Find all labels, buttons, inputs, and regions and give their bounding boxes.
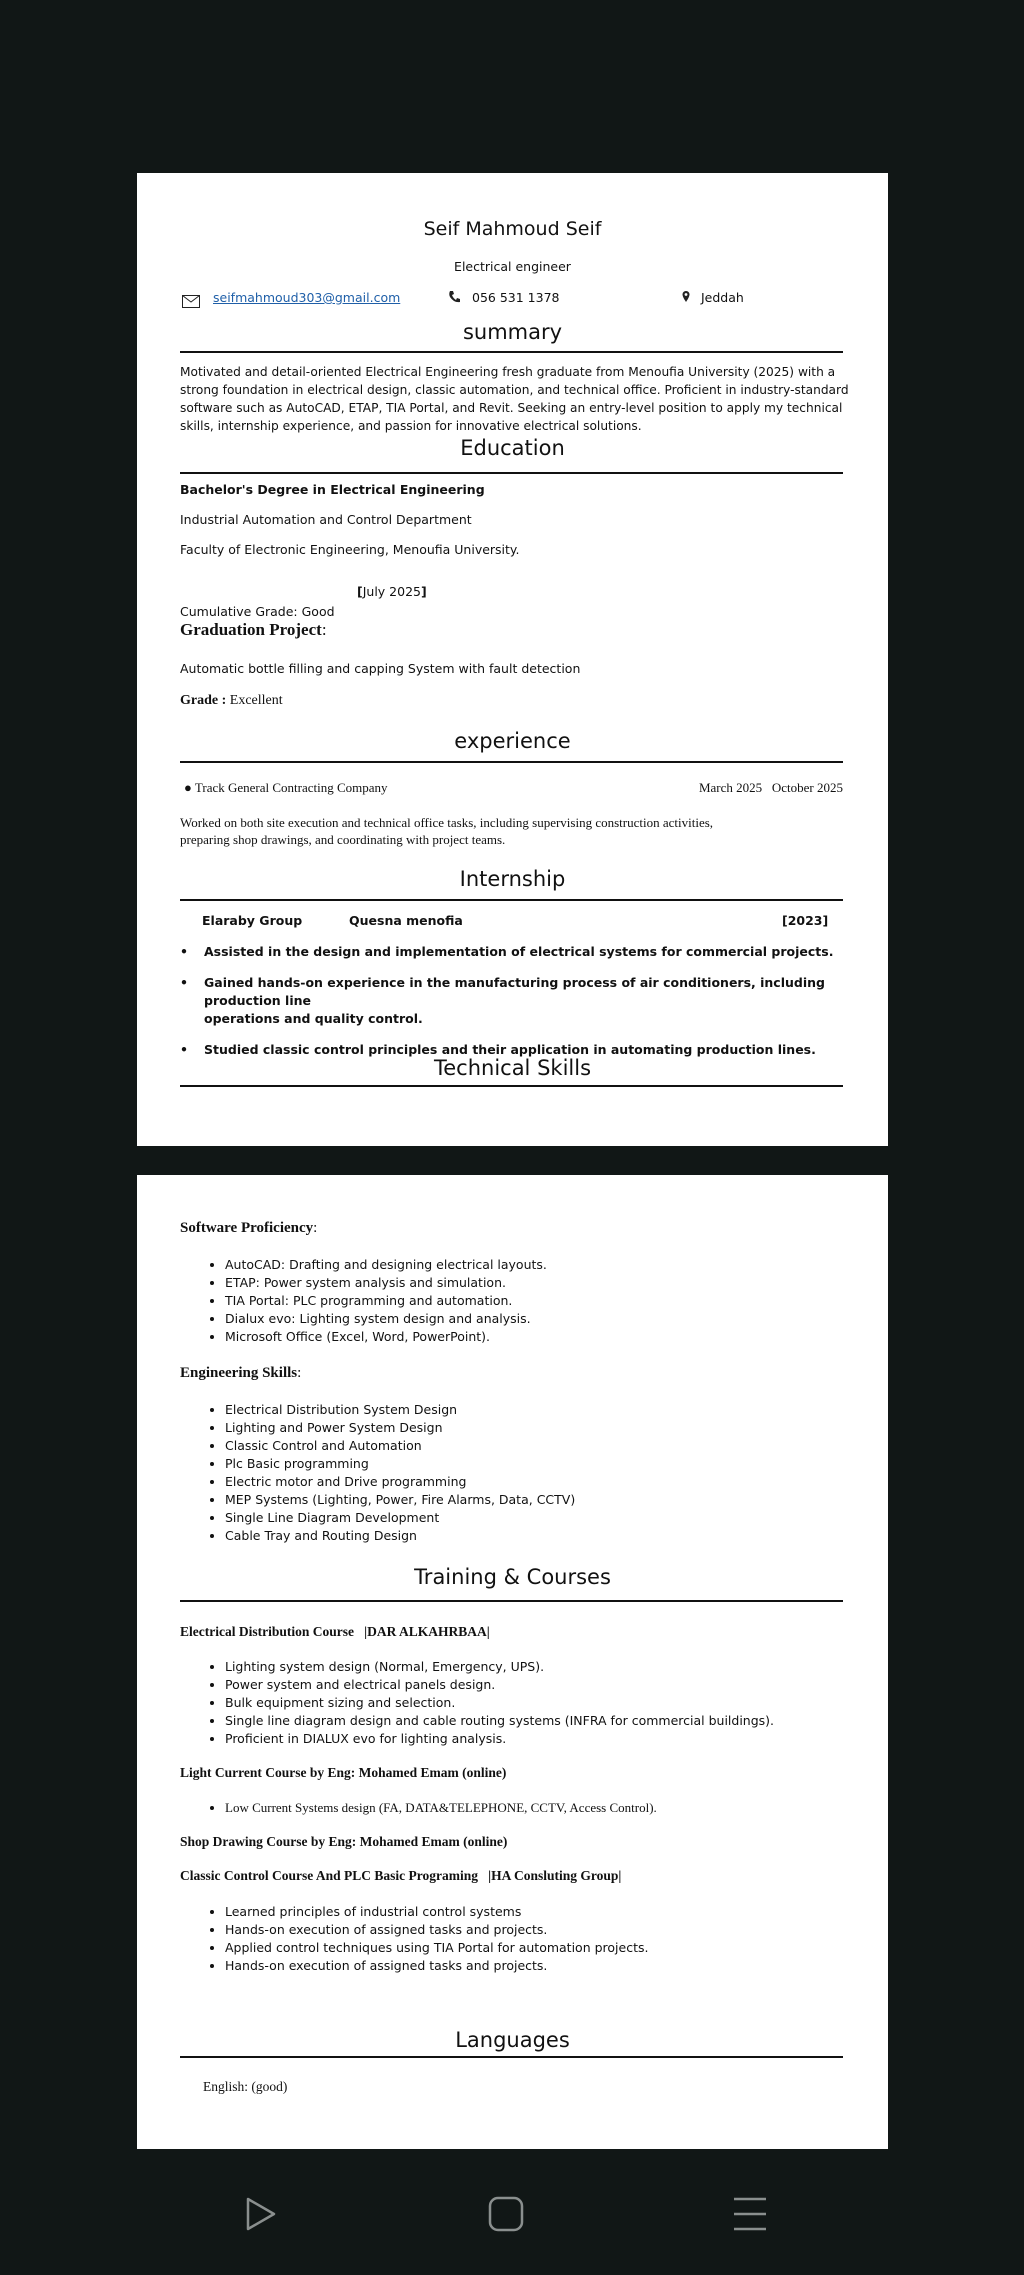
internship-company: Elaraby Group [202, 913, 303, 928]
internship-year: [2023] [782, 913, 829, 928]
pin-icon [681, 289, 691, 308]
resume-page-2 [137, 1175, 888, 2149]
internship-bullets [180, 943, 860, 1059]
technical-skills-heading: Technical Skills [433, 1056, 592, 1080]
course-title: Electrical Distribution Course |DAR ALKAHRBAA| [180, 1624, 490, 1639]
graduation-project-heading: Graduation Project: [180, 620, 327, 639]
list-item: • Assisted in the design and implementation of electrical systems for commercial projects. [180, 944, 834, 959]
list-item: • Lighting system design (Normal, Emergency, UPS). [225, 1658, 774, 1676]
faculty: Faculty of Electronic Engineering, Menoufia University. [180, 542, 520, 557]
location: Jeddah [701, 290, 744, 305]
menu-icon[interactable] [732, 2196, 768, 2236]
list-item: • Plc Basic programming [225, 1455, 575, 1473]
internship-location: Quesna menofia [349, 913, 463, 928]
list-item: • Dialux evo: Lighting system design and analysis. [225, 1310, 547, 1328]
internship-heading: Internship [459, 867, 566, 891]
job-title: Electrical engineer [454, 259, 571, 274]
cumulative-grade: Cumulative Grade: Good [180, 604, 335, 619]
course-topics [180, 1799, 657, 1817]
list-item: • Gained hands-on experience in the manufacturing process of air conditioners, including production line [180, 975, 825, 1008]
square-icon[interactable] [488, 2196, 524, 2236]
list-item: • Cable Tray and Routing Design [225, 1527, 575, 1545]
list-item: • Bulk equipment sizing and selection. [225, 1694, 774, 1712]
list-item: • Hands-on execution of assigned tasks and projects. [225, 1921, 648, 1939]
course-title: Light Current Course by Eng: Mohamed Emam (online) [180, 1765, 507, 1780]
list-item: • Single line diagram design and cable routing systems (INFRA for commercial buildings). [225, 1712, 774, 1730]
summary-text: Motivated and detail-oriented Electrical Engineering fresh graduate from Menoufia University (2025) with a strong foundation in electrical design, classic automation, and technical office. Proficient in industry-standard software such as AutoCAD, ETAP, TIA Portal, and Revit. Seeking an entry-level position to apply my technical skills, internship experience, and passion for innovative electrical solutions. [180, 365, 849, 433]
list-item: • Single Line Diagram Development [225, 1509, 575, 1527]
list-item: • Proficient in DIALUX evo for lighting analysis. [225, 1730, 774, 1748]
course-topics [180, 1658, 774, 1748]
department: Industrial Automation and Control Department [180, 512, 472, 527]
experience-description: Worked on both site execution and technical office tasks, including supervising construction activities, preparing shop drawings, and coordinating with project teams. [180, 815, 714, 847]
divider [180, 1600, 843, 1602]
list-item: • Studied classic control principles and their application in automating production lines. [180, 1042, 816, 1057]
graduation-project: Automatic bottle filling and capping System with fault detection [180, 661, 581, 676]
list-item: • Power system and electrical panels design. [225, 1676, 774, 1694]
divider [180, 1085, 843, 1087]
engineering-skills-heading: Engineering Skills: [180, 1365, 302, 1381]
list-item: • Classic Control and Automation [225, 1437, 575, 1455]
navigation-bar [0, 2160, 1024, 2275]
candidate-name: Seif Mahmoud Seif [423, 218, 602, 240]
list-item: • ETAP: Power system analysis and simulation. [225, 1274, 547, 1292]
divider [180, 899, 843, 901]
play-icon[interactable] [244, 2196, 278, 2236]
divider [180, 351, 843, 353]
phone-number: 056 531 1378 [472, 290, 560, 305]
divider [180, 761, 843, 763]
resume-page-1 [137, 173, 888, 1146]
phone-icon [447, 289, 463, 309]
list-item: • Applied control techniques using TIA Portal for automation projects. [225, 1939, 648, 1957]
languages-heading: Languages [455, 2028, 570, 2052]
list-item-continuation: operations and quality control. [204, 1011, 423, 1026]
envelope-icon [182, 293, 200, 312]
experience-dates: March 2025 October 2025 [698, 780, 843, 795]
degree: Bachelor's Degree in Electrical Engineering [180, 482, 485, 497]
list-item: • Low Current Systems design (FA, DATA&TELEPHONE, CCTV, Access Control). [225, 1799, 657, 1817]
email-link[interactable]: seifmahmoud303@gmail.com [213, 290, 401, 305]
engineering-skills-list [180, 1401, 575, 1545]
software-heading: Software Proficiency: [180, 1220, 318, 1236]
course-title: Shop Drawing Course by Eng: Mohamed Emam (online) [180, 1834, 508, 1849]
list-item: • Lighting and Power System Design [225, 1419, 575, 1437]
course-topics [180, 1903, 648, 1975]
language-item: English: (good) [203, 2079, 288, 2094]
graduation-date: [July 2025] [357, 584, 427, 599]
project-grade: Grade : Excellent [180, 693, 283, 708]
list-item: • MEP Systems (Lighting, Power, Fire Alarms, Data, CCTV) [225, 1491, 575, 1509]
list-item: • Electric motor and Drive programming [225, 1473, 575, 1491]
summary-heading: summary [462, 320, 563, 344]
list-item: • AutoCAD: Drafting and designing electrical layouts. [225, 1256, 547, 1274]
divider [180, 472, 843, 474]
list-item: • Electrical Distribution System Design [225, 1401, 575, 1419]
education-heading: Education [460, 436, 565, 460]
bullet: ● [184, 780, 192, 795]
experience-company: ● Track General Contracting Company [184, 780, 388, 795]
experience-heading: experience [454, 729, 571, 753]
list-item: • Microsoft Office (Excel, Word, PowerPoint). [225, 1328, 547, 1346]
training-heading: Training & Courses [414, 1565, 611, 1589]
list-item: • TIA Portal: PLC programming and automation. [225, 1292, 547, 1310]
software-list [180, 1256, 547, 1346]
divider [180, 2056, 843, 2058]
list-item: • Hands-on execution of assigned tasks and projects. [225, 1957, 648, 1975]
course-title: Classic Control Course And PLC Basic Programing |HA Consluting Group| [180, 1868, 622, 1883]
list-item: • Learned principles of industrial control systems [225, 1903, 648, 1921]
